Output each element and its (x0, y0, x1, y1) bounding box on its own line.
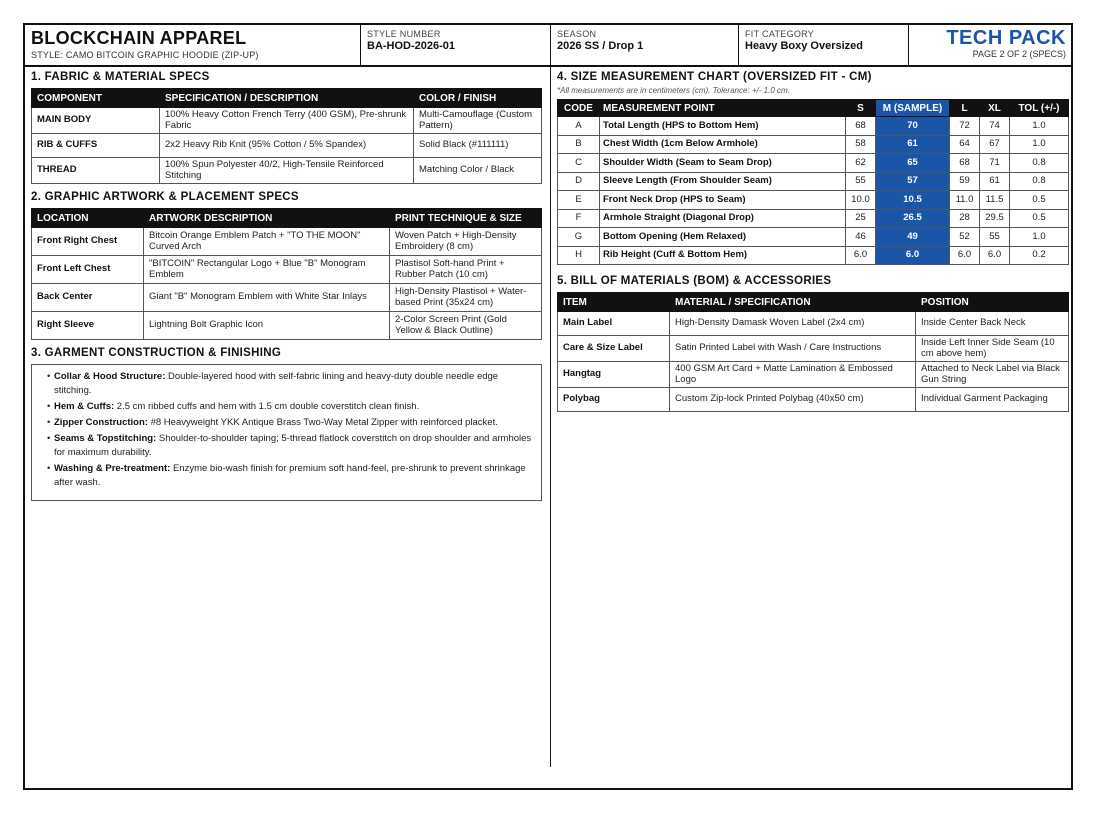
print-technique-cell: 2-Color Screen Print (Gold Yellow & Black Outline) (390, 312, 542, 340)
specification-cell: 100% Spun Polyester 40/2, High-Tensile Reinforced Stitching (160, 158, 414, 184)
size-chart-table (557, 99, 1069, 265)
size-s-cell: 6.0 (846, 246, 876, 265)
table-row (558, 135, 1069, 154)
table-row (558, 246, 1069, 265)
tolerance-cell: 1.0 (1010, 228, 1069, 247)
artwork-description-cell: Giant "B" Monogram Emblem with White Star Inlays (144, 284, 390, 312)
location-cell: Front Right Chest (32, 228, 144, 256)
table-row (32, 108, 542, 134)
size-l-cell: 11.0 (950, 191, 980, 210)
size-xl-cell: 6.0 (980, 246, 1010, 265)
measurement-point-cell: Armhole Straight (Diagonal Drop) (600, 209, 846, 228)
table-row (32, 158, 542, 184)
size-l-cell: 72 (950, 117, 980, 136)
list-item: • Hem & Cuffs: 2.5 cm ribbed cuffs and hem with 1.5 cm double coverstitch clean finish. (54, 400, 533, 414)
location-cell: Front Left Chest (32, 256, 144, 284)
document-header (25, 25, 1071, 67)
color-cell: Multi-Camouflage (Custom Pattern) (414, 108, 542, 134)
size-m-sample-cell: 65 (876, 154, 950, 173)
size-l-cell: 28 (950, 209, 980, 228)
item-cell: Care & Size Label (558, 336, 670, 362)
list-item: • Zipper Construction: #8 Heavyweight YKK Antique Brass Two-Way Metal Zipper with reinforced placket. (54, 416, 533, 430)
tech-pack-cell (909, 25, 1071, 65)
measurement-point-cell: Chest Width (1cm Below Armhole) (600, 135, 846, 154)
code-cell: C (558, 154, 600, 173)
column-header: SPECIFICATION / DESCRIPTION (160, 89, 414, 108)
season-value: 2026 SS / Drop 1 (557, 40, 644, 52)
code-cell: E (558, 191, 600, 210)
component-cell: THREAD (32, 158, 160, 184)
size-m-sample-cell: 26.5 (876, 209, 950, 228)
column-header: COLOR / FINISH (414, 89, 542, 108)
brand-cell (25, 25, 361, 65)
tolerance-cell: 0.5 (1010, 209, 1069, 228)
size-xl-cell: 55 (980, 228, 1010, 247)
column-header: TOL (+/-) (1010, 100, 1069, 117)
style-number-label: STYLE NUMBER (367, 29, 441, 39)
tolerance-cell: 0.8 (1010, 172, 1069, 191)
bom-section-title: 5. BILL OF MATERIALS (BOM) & ACCESSORIES (557, 275, 832, 287)
column-header: XL (980, 100, 1010, 117)
tolerance-cell: 1.0 (1010, 135, 1069, 154)
column-header: LOCATION (32, 209, 144, 228)
tolerance-cell: 0.5 (1010, 191, 1069, 210)
material-cell: Satin Printed Label with Wash / Care Instructions (670, 336, 916, 362)
print-technique-cell: Woven Patch + High-Density Embroidery (8 cm) (390, 228, 542, 256)
code-cell: H (558, 246, 600, 265)
table-row (558, 388, 1069, 412)
size-s-cell: 25 (846, 209, 876, 228)
code-cell: F (558, 209, 600, 228)
size-s-cell: 62 (846, 154, 876, 173)
fit-category-value: Heavy Boxy Oversized (745, 40, 864, 52)
column-header-sample: M (SAMPLE) (876, 100, 950, 117)
location-cell: Right Sleeve (32, 312, 144, 340)
table-header-row (32, 89, 542, 108)
size-s-cell: 46 (846, 228, 876, 247)
artwork-description-cell: "BITCOIN" Rectangular Logo + Blue "B" Monogram Emblem (144, 256, 390, 284)
item-cell: Main Label (558, 312, 670, 336)
position-cell: Inside Center Back Neck (916, 312, 1069, 336)
table-header-row (32, 209, 542, 228)
size-m-sample-cell: 6.0 (876, 246, 950, 265)
print-technique-cell: Plastisol Soft-hand Print + Rubber Patch (10 cm) (390, 256, 542, 284)
artwork-description-cell: Lightning Bolt Graphic Icon (144, 312, 390, 340)
page-indicator: PAGE 2 OF 2 (SPECS) (972, 49, 1066, 59)
size-s-cell: 58 (846, 135, 876, 154)
size-xl-cell: 61 (980, 172, 1010, 191)
construction-notes (31, 364, 542, 501)
column-header: S (846, 100, 876, 117)
column-divider (550, 65, 551, 767)
measurement-point-cell: Sleeve Length (From Shoulder Seam) (600, 172, 846, 191)
size-xl-cell: 67 (980, 135, 1010, 154)
size-s-cell: 55 (846, 172, 876, 191)
size-section-title: 4. SIZE MEASUREMENT CHART (OVERSIZED FIT - CM) (557, 71, 872, 83)
table-header-row (558, 293, 1069, 312)
specification-cell: 2x2 Heavy Rib Knit (95% Cotton / 5% Spandex) (160, 134, 414, 158)
table-row (558, 228, 1069, 247)
table-row (558, 191, 1069, 210)
size-xl-cell: 29.5 (980, 209, 1010, 228)
table-header-row (558, 100, 1069, 117)
color-cell: Solid Black (#111111) (414, 134, 542, 158)
code-cell: B (558, 135, 600, 154)
size-l-cell: 6.0 (950, 246, 980, 265)
size-note: *All measurements are in centimeters (cm). Tolerance: +/- 1.0 cm. (557, 86, 790, 95)
color-cell: Matching Color / Black (414, 158, 542, 184)
tech-pack-title: TECH PACK (946, 27, 1066, 49)
table-row (32, 134, 542, 158)
code-cell: D (558, 172, 600, 191)
table-row (558, 362, 1069, 388)
table-row (558, 154, 1069, 173)
size-m-sample-cell: 49 (876, 228, 950, 247)
tech-pack-sheet (23, 23, 1073, 790)
tolerance-cell: 0.2 (1010, 246, 1069, 265)
size-m-sample-cell: 61 (876, 135, 950, 154)
season-label: SEASON (557, 29, 597, 39)
material-cell: High-Density Damask Woven Label (2x4 cm) (670, 312, 916, 336)
column-header: MATERIAL / SPECIFICATION (670, 293, 916, 312)
list-item: • Collar & Hood Structure: Double-layered hood with self-fabric lining and heavy-duty double needle edge stitching. (54, 370, 533, 398)
measurement-point-cell: Bottom Opening (Hem Relaxed) (600, 228, 846, 247)
code-cell: A (558, 117, 600, 136)
style-number-cell (361, 25, 551, 65)
fabric-table (31, 88, 542, 184)
measurement-point-cell: Total Length (HPS to Bottom Hem) (600, 117, 846, 136)
component-cell: MAIN BODY (32, 108, 160, 134)
measurement-point-cell: Front Neck Drop (HPS to Seam) (600, 191, 846, 210)
right-column (557, 71, 1069, 412)
table-row (32, 228, 542, 256)
column-header: MEASUREMENT POINT (600, 100, 846, 117)
tolerance-cell: 1.0 (1010, 117, 1069, 136)
artwork-description-cell: Bitcoin Orange Emblem Patch + "TO THE MOON" Curved Arch (144, 228, 390, 256)
position-cell: Individual Garment Packaging (916, 388, 1069, 412)
list-item: • Washing & Pre-treatment: Enzyme bio-wash finish for premium soft hand-feel, pre-shrunk to prevent shrinkage after wash. (54, 462, 533, 490)
column-header: PRINT TECHNIQUE & SIZE (390, 209, 542, 228)
fit-category-label: FIT CATEGORY (745, 29, 815, 39)
component-cell: RIB & CUFFS (32, 134, 160, 158)
position-cell: Attached to Neck Label via Black Gun String (916, 362, 1069, 388)
size-l-cell: 59 (950, 172, 980, 191)
column-header: ARTWORK DESCRIPTION (144, 209, 390, 228)
table-row (32, 284, 542, 312)
fit-category-cell (739, 25, 909, 65)
table-row (558, 209, 1069, 228)
construction-section-title: 3. GARMENT CONSTRUCTION & FINISHING (31, 347, 282, 359)
table-row (32, 256, 542, 284)
size-xl-cell: 71 (980, 154, 1010, 173)
size-m-sample-cell: 70 (876, 117, 950, 136)
fabric-section-title: 1. FABRIC & MATERIAL SPECS (31, 71, 210, 83)
table-row (32, 312, 542, 340)
size-s-cell: 68 (846, 117, 876, 136)
location-cell: Back Center (32, 284, 144, 312)
style-number-value: BA-HOD-2026-01 (367, 40, 456, 52)
position-cell: Inside Left Inner Side Seam (10 cm above hem) (916, 336, 1069, 362)
size-s-cell: 10.0 (846, 191, 876, 210)
size-l-cell: 68 (950, 154, 980, 173)
brand-name: BLOCKCHAIN APPAREL (31, 28, 247, 48)
print-technique-cell: High-Density Plastisol + Water-based Print (35x24 cm) (390, 284, 542, 312)
code-cell: G (558, 228, 600, 247)
size-m-sample-cell: 10.5 (876, 191, 950, 210)
size-xl-cell: 74 (980, 117, 1010, 136)
bom-table (557, 292, 1069, 412)
artwork-section-title: 2. GRAPHIC ARTWORK & PLACEMENT SPECS (31, 191, 299, 203)
column-header: L (950, 100, 980, 117)
size-l-cell: 52 (950, 228, 980, 247)
style-description: STYLE: CAMO BITCOIN GRAPHIC HOODIE (ZIP-UP) (31, 50, 259, 60)
material-cell: Custom Zip-lock Printed Polybag (40x50 cm) (670, 388, 916, 412)
item-cell: Polybag (558, 388, 670, 412)
measurement-point-cell: Rib Height (Cuff & Bottom Hem) (600, 246, 846, 265)
column-header: CODE (558, 100, 600, 117)
list-item: • Seams & Topstitching: Shoulder-to-shoulder taping; 5-thread flatlock coverstitch on drop shoulder and armholes for maximum durability. (54, 432, 533, 460)
table-row (558, 336, 1069, 362)
season-cell (551, 25, 739, 65)
tolerance-cell: 0.8 (1010, 154, 1069, 173)
table-row (558, 117, 1069, 136)
table-row (558, 312, 1069, 336)
measurement-point-cell: Shoulder Width (Seam to Seam Drop) (600, 154, 846, 173)
size-m-sample-cell: 57 (876, 172, 950, 191)
column-header: POSITION (916, 293, 1069, 312)
table-row (558, 172, 1069, 191)
specification-cell: 100% Heavy Cotton French Terry (400 GSM), Pre-shrunk Fabric (160, 108, 414, 134)
column-header: COMPONENT (32, 89, 160, 108)
left-column (31, 71, 542, 501)
item-cell: Hangtag (558, 362, 670, 388)
size-xl-cell: 11.5 (980, 191, 1010, 210)
column-header: ITEM (558, 293, 670, 312)
artwork-table (31, 208, 542, 340)
material-cell: 400 GSM Art Card + Matte Lamination & Embossed Logo (670, 362, 916, 388)
size-l-cell: 64 (950, 135, 980, 154)
